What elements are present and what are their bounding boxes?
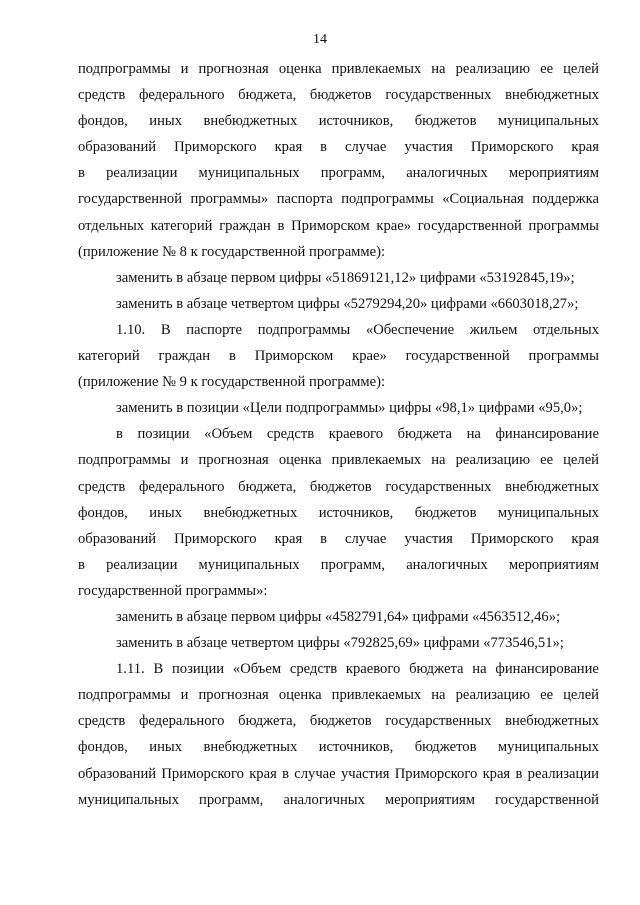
- document-body: [78, 56, 599, 813]
- text-line: подпрограммы и прогнозная оценка привлекаемых на реализацию ее целей: [78, 687, 599, 704]
- text-line: средств федерального бюджета, бюджетов государственных внебюджетных: [78, 87, 599, 104]
- text-line: 1.11. В позиции «Объем средств краевого бюджета на финансирование: [116, 661, 599, 678]
- text-line: заменить в абзаце первом цифры «51869121,12» цифрами «53192845,19»;: [116, 269, 575, 286]
- text-line: в реализации муниципальных программ, аналогичных мероприятиям: [78, 556, 599, 573]
- text-line: образований Приморского края в случае участия Приморского края: [78, 139, 599, 156]
- text-line: в реализации муниципальных программ, аналогичных мероприятиям: [78, 165, 599, 182]
- text-line: заменить в позиции «Цели подпрограммы» цифры «98,1» цифрами «95,0»;: [116, 400, 583, 417]
- text-line: образований Приморского края в случае участия Приморского края в реализации: [78, 765, 599, 782]
- text-line: государственной программы»:: [78, 582, 268, 599]
- text-line: заменить в абзаце первом цифры «4582791,64» цифрами «4563512,46»;: [116, 608, 561, 625]
- text-line: заменить в абзаце четвертом цифры «5279294,20» цифрами «6603018,27»;: [116, 295, 579, 312]
- text-line: образований Приморского края в случае участия Приморского края: [78, 530, 599, 547]
- text-line: в позиции «Объем средств краевого бюджета на финансирование: [116, 426, 599, 443]
- text-line: фондов, иных внебюджетных источников, бюджетов муниципальных: [78, 739, 599, 756]
- text-line: фондов, иных внебюджетных источников, бюджетов муниципальных: [78, 504, 599, 521]
- text-line: (приложение № 8 к государственной программе):: [78, 243, 386, 260]
- text-line: категорий граждан в Приморском крае» государственной программы: [78, 348, 599, 365]
- text-line: отдельных категорий граждан в Приморском крае» государственной программы: [78, 217, 599, 234]
- text-line: фондов, иных внебюджетных источников, бюджетов муниципальных: [78, 113, 599, 130]
- text-line: подпрограммы и прогнозная оценка привлекаемых на реализацию ее целей: [78, 61, 599, 77]
- text-line: (приложение № 9 к государственной программе):: [78, 374, 386, 391]
- text-line: 1.10. В паспорте подпрограммы «Обеспечение жильем отдельных: [116, 321, 599, 338]
- text-line: муниципальных программ, аналогичных мероприятиям государственной: [78, 791, 599, 808]
- text-line: средств федерального бюджета, бюджетов государственных внебюджетных: [78, 713, 599, 730]
- text-line: заменить в абзаце четвертом цифры «792825,69» цифрами «773546,51»;: [116, 635, 564, 652]
- text-line: подпрограммы и прогнозная оценка привлекаемых на реализацию ее целей: [78, 452, 599, 469]
- text-line: государственной программы» паспорта подпрограммы «Социальная поддержка: [78, 191, 599, 208]
- page-number: 14: [313, 32, 327, 47]
- text-line: средств федерального бюджета, бюджетов государственных внебюджетных: [78, 478, 599, 495]
